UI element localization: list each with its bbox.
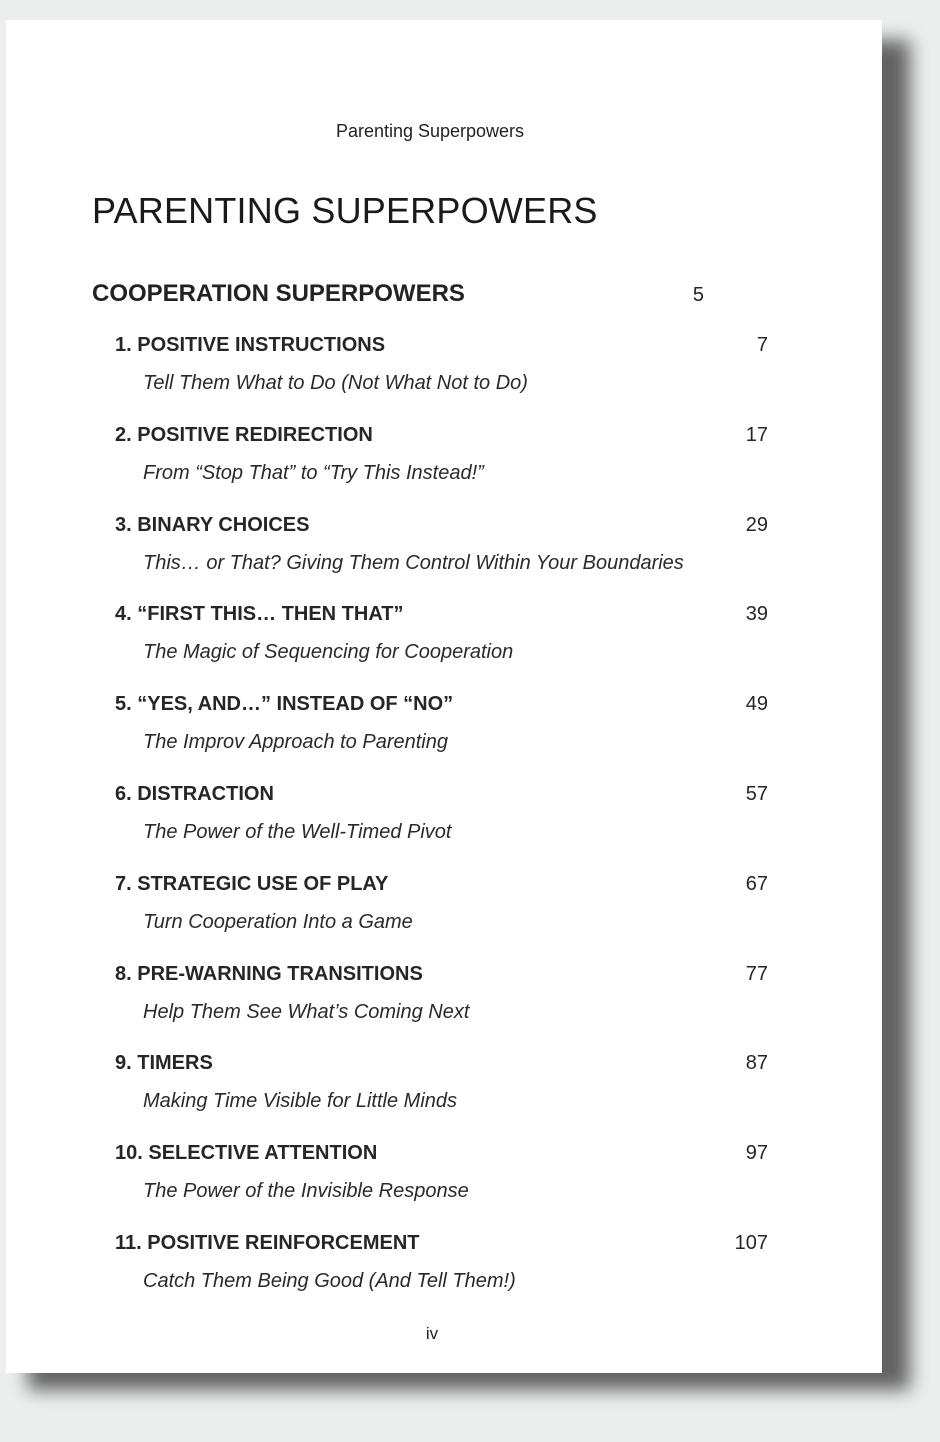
chapter-page-number: 107 bbox=[734, 1232, 768, 1254]
toc-entry bbox=[6, 693, 940, 773]
chapter-subtitle: From “Stop That” to “Try This Instead!” bbox=[143, 461, 484, 484]
toc-entry bbox=[6, 424, 940, 504]
chapter-page-number: 77 bbox=[745, 962, 768, 985]
chapter-subtitle: Catch Them Being Good (And Tell Them!) bbox=[143, 1270, 516, 1292]
part-title: COOPERATION SUPERPOWERS bbox=[92, 280, 465, 307]
chapter-subtitle: Making Time Visible for Little Minds bbox=[143, 1090, 458, 1113]
chapter-page-number: 97 bbox=[745, 1142, 768, 1165]
chapter-page-number: 17 bbox=[745, 423, 768, 446]
running-head: Parenting Superpowers bbox=[335, 121, 525, 141]
chapter-subtitle: Help Them See What’s Coming Next bbox=[143, 1000, 470, 1023]
toc-entry bbox=[6, 514, 940, 594]
book-title: PARENTING SUPERPOWERS bbox=[92, 190, 598, 231]
chapter-subtitle: This… or That? Giving Them Control Within Your Boundaries bbox=[143, 551, 684, 574]
chapter-subtitle: The Improv Approach to Parenting bbox=[143, 731, 448, 754]
chapter-page-number: 57 bbox=[745, 783, 768, 805]
chapter-title: 11. POSITIVE REINFORCEMENT bbox=[115, 1232, 420, 1254]
chapter-title: 2. POSITIVE REDIRECTION bbox=[115, 423, 373, 446]
chapter-title: 9. TIMERS bbox=[115, 1052, 213, 1075]
toc-entry bbox=[6, 1232, 940, 1312]
toc-entry bbox=[6, 873, 940, 953]
chapter-title: 10. SELECTIVE ATTENTION bbox=[115, 1142, 378, 1165]
chapter-title: 7. STRATEGIC USE OF PLAY bbox=[115, 872, 389, 895]
chapter-title: 5. “YES, AND…” INSTEAD OF “NO” bbox=[115, 693, 454, 716]
chapter-page-number: 39 bbox=[745, 603, 768, 626]
chapter-subtitle: The Power of the Invisible Response bbox=[143, 1180, 469, 1203]
chapter-title: 3. BINARY CHOICES bbox=[115, 513, 310, 536]
toc-entry bbox=[6, 963, 940, 1043]
page-folio: iv bbox=[425, 1324, 439, 1343]
toc-entry bbox=[6, 783, 940, 863]
chapter-page-number: 67 bbox=[745, 872, 768, 895]
toc-entry bbox=[6, 334, 940, 414]
chapter-title: 1. POSITIVE INSTRUCTIONS bbox=[115, 334, 386, 356]
chapter-page-number: 7 bbox=[756, 334, 768, 356]
chapter-page-number: 29 bbox=[745, 513, 768, 536]
chapter-subtitle: Turn Cooperation Into a Game bbox=[143, 910, 413, 933]
chapter-subtitle: Tell Them What to Do (Not What Not to Do) bbox=[143, 372, 528, 394]
chapter-title: 8. PRE-WARNING TRANSITIONS bbox=[115, 962, 423, 985]
chapter-subtitle: The Magic of Sequencing for Cooperation bbox=[143, 641, 514, 664]
chapter-page-number: 49 bbox=[745, 693, 768, 716]
toc-entry bbox=[6, 603, 940, 683]
chapter-page-number: 87 bbox=[745, 1052, 768, 1075]
part-page-number: 5 bbox=[692, 284, 704, 306]
chapter-title: 4. “FIRST THIS… THEN THAT” bbox=[115, 603, 404, 626]
chapter-subtitle: The Power of the Well-Timed Pivot bbox=[143, 821, 452, 843]
book-page bbox=[6, 20, 882, 1373]
chapter-title: 6. DISTRACTION bbox=[115, 783, 274, 805]
toc-entry bbox=[6, 1142, 940, 1222]
toc-entry bbox=[6, 1052, 940, 1132]
